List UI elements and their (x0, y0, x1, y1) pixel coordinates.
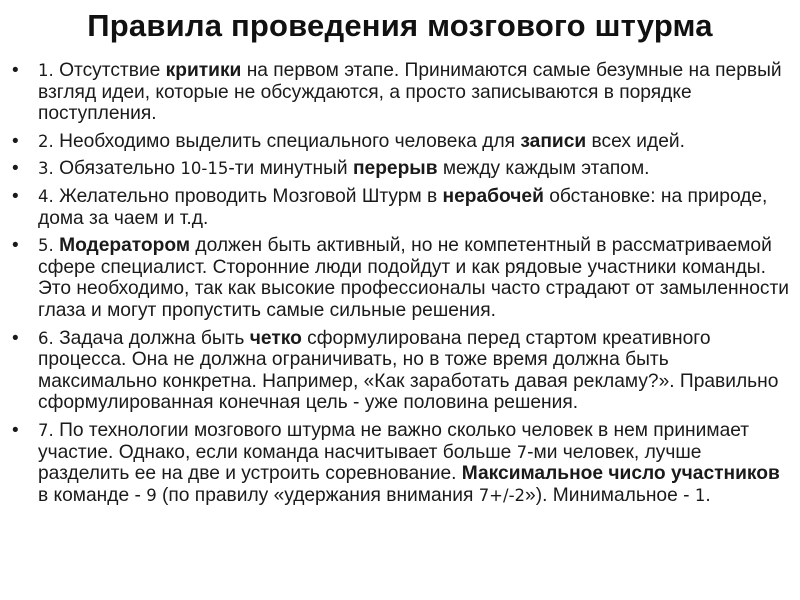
slide-title: Правила проведения мозгового штурма (87, 8, 713, 43)
item-text: всех идей. (586, 130, 685, 152)
item-number: 4. (38, 186, 54, 206)
list-item (10, 60, 792, 125)
item-text: должен быть активный, но не компетентный в рассматриваемой сфере специалист. Сторонние люди подойдут и как рядовые участники команды. Это необходимо, так как высокие профессионалы часто страдают от замыленности глаза и могут пропустить самые сильные решения. (38, 235, 789, 321)
emphasis-text: Максимальное число участников (461, 463, 780, 485)
item-text: в команде - (38, 484, 147, 506)
list-item (10, 186, 792, 229)
item-text: 7+/-2 (478, 485, 526, 505)
item-text: (по правилу «удержания внимания (156, 484, 479, 506)
list-item (10, 131, 792, 153)
emphasis-text: Модератором (59, 235, 191, 257)
item-text: Отсутствие (53, 60, 166, 81)
bullet-icon: • (12, 185, 19, 207)
emphasis-text: перерыв (352, 158, 438, 180)
list-item (10, 158, 792, 180)
emphasis-text: нерабочей (442, 185, 544, 207)
bullet-icon: • (12, 235, 19, 257)
item-text: Необходимо выделить специального человека для (53, 130, 521, 152)
item-number: 3. (38, 159, 54, 179)
item-text: Задача должна быть (53, 327, 250, 349)
item-text: 7 (516, 442, 528, 462)
rules-list (10, 60, 792, 512)
emphasis-text: четко (249, 327, 302, 349)
item-text: 9 (146, 485, 157, 505)
item-text: между каждым этапом. (437, 158, 650, 180)
item-text: сформулирована перед стартом креативного процесса. Она не должна ограничивать, но в тоже время должна быть максимально конкретна. Например, «Как заработать давая рекламу?». Правильно сформулированная конечная цель - уже половина решения. (38, 327, 779, 414)
list-item (10, 420, 792, 506)
item-number: 7. (38, 420, 54, 440)
item-number: 5. (38, 236, 54, 256)
item-number: 2. (38, 131, 54, 151)
item-text: на первом этапе. Принимаются самые безумные на первый взгляд идеи, которые не обсуждаются, а просто записываются в порядке поступления. (38, 60, 782, 125)
item-text: -ти минутный (228, 158, 353, 180)
item-text: »). Минимальное - (525, 484, 695, 506)
item-number: 1. (38, 61, 54, 80)
item-text: Обязательно (53, 158, 181, 180)
emphasis-text: записи (520, 130, 587, 152)
bullet-icon: • (12, 130, 19, 152)
list-item (10, 235, 792, 321)
bullet-icon: • (12, 158, 19, 180)
item-text: -ми человек, лучше разделить ее на две и устроить соревнование. (38, 441, 702, 485)
item-text: . (705, 484, 711, 506)
item-text: По технологии мозгового штурма не важно сколько человек в нем принимает участие. Однако, если команда насчитывает больше (38, 419, 750, 463)
emphasis-text: критики (165, 60, 242, 81)
bullet-icon: • (12, 327, 19, 349)
item-text: 10-15 (180, 159, 229, 179)
list-item (10, 328, 792, 414)
item-text: Желательно проводить Мозговой Штурм в (53, 185, 443, 207)
item-text: обстановке: на природе, дома за чаем и т.д. (38, 185, 768, 229)
item-number: 6. (38, 328, 54, 348)
item-text: 1 (694, 485, 706, 505)
bullet-icon: • (12, 419, 19, 441)
bullet-icon: • (12, 60, 19, 81)
